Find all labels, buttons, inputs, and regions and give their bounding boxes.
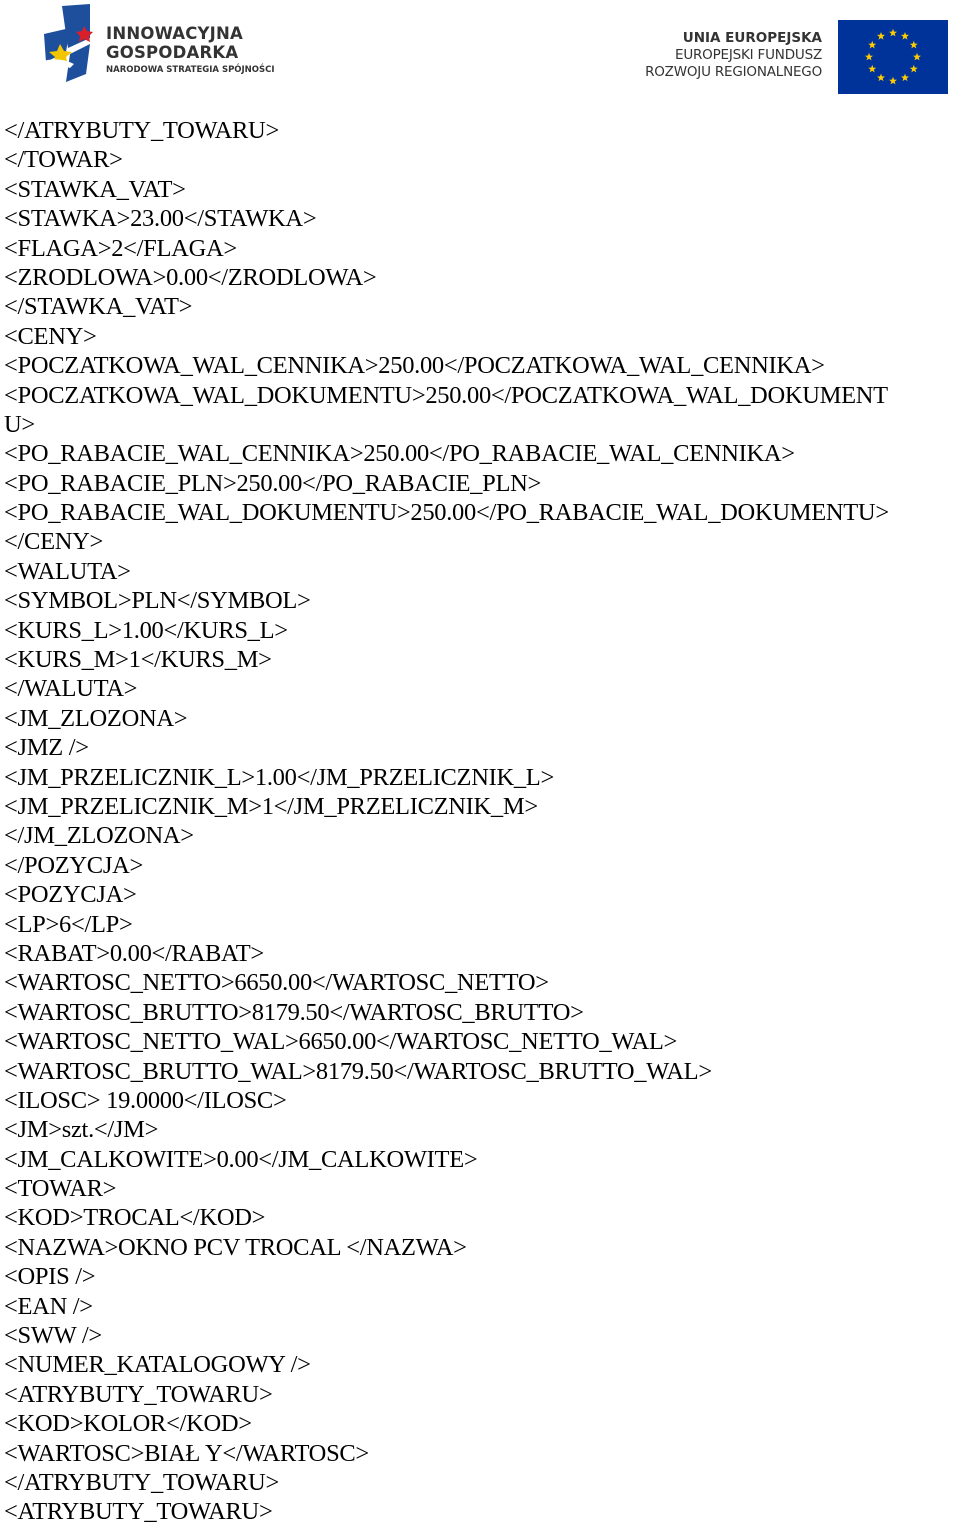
xml-line: <KOD>KOLOR</KOD> xyxy=(4,1410,252,1438)
xml-line: U> xyxy=(4,410,35,438)
page-header xyxy=(0,0,960,110)
eu-flag-icon xyxy=(838,20,948,94)
xml-line: </ATRYBUTY_TOWARU> xyxy=(4,1468,279,1496)
xml-line: <JM_PRZELICZNIK_L>1.00</JM_PRZELICZNIK_L> xyxy=(4,763,554,791)
xml-line: <JM_PRZELICZNIK_M>1</JM_PRZELICZNIK_M> xyxy=(4,792,538,820)
logo-line-gospodarka: GOSPODARKA xyxy=(106,43,239,62)
xml-line: <POCZATKOWA_WAL_CENNIKA>250.00</POCZATKOWA_WAL_CENNIKA> xyxy=(4,352,825,380)
logo-line-unia-europejska: UNIA EUROPEJSKA xyxy=(682,30,822,46)
xml-line: <WARTOSC>BIAŁ Y</WARTOSC> xyxy=(4,1439,369,1467)
xml-line: <OPIS /> xyxy=(4,1263,96,1291)
xml-line: <POZYCJA> xyxy=(4,881,137,909)
xml-line: <PO_RABACIE_WAL_CENNIKA>250.00</PO_RABACIE_WAL_CENNIKA> xyxy=(4,440,795,468)
xml-line: <FLAGA>2</FLAGA> xyxy=(4,234,237,262)
xml-line: <WARTOSC_NETTO_WAL>6650.00</WARTOSC_NETTO_WAL> xyxy=(4,1028,678,1056)
xml-line: </CENY> xyxy=(4,528,104,556)
xml-line: <WARTOSC_BRUTTO>8179.50</WARTOSC_BRUTTO> xyxy=(4,998,584,1026)
innowacyjna-gospodarka-logo xyxy=(40,4,290,84)
xml-line: <SWW /> xyxy=(4,1322,102,1350)
unia-europejska-logo xyxy=(636,20,948,96)
xml-line: </JM_ZLOZONA> xyxy=(4,822,194,850)
xml-line: </STAWKA_VAT> xyxy=(4,293,193,321)
xml-line: <KURS_L>1.00</KURS_L> xyxy=(4,616,288,644)
xml-line: <ATRYBUTY_TOWARU> xyxy=(4,1380,273,1408)
xml-line: <WALUTA> xyxy=(4,557,131,585)
xml-line: <PO_RABACIE_WAL_DOKUMENTU>250.00</PO_RABACIE_WAL_DOKUMENTU> xyxy=(4,499,889,527)
xml-line: <JM>szt.</JM> xyxy=(4,1116,159,1144)
xml-line: <JMZ /> xyxy=(4,734,89,762)
innowacyjna-gospodarka-mark-icon xyxy=(40,4,102,84)
xml-line: <STAWKA_VAT> xyxy=(4,175,186,203)
xml-line: </POZYCJA> xyxy=(4,851,143,879)
xml-line: <LP>6</LP> xyxy=(4,910,133,938)
xml-line: <WARTOSC_NETTO>6650.00</WARTOSC_NETTO> xyxy=(4,969,549,997)
xml-line: <WARTOSC_BRUTTO_WAL>8179.50</WARTOSC_BRUTTO_WAL> xyxy=(4,1057,712,1085)
xml-line: <PO_RABACIE_PLN>250.00</PO_RABACIE_PLN> xyxy=(4,469,542,497)
xml-line: <STAWKA>23.00</STAWKA> xyxy=(4,205,317,233)
xml-line: <ILOSC> 19.0000</ILOSC> xyxy=(4,1086,287,1114)
xml-line: <NAZWA>OKNO PCV TROCAL </NAZWA> xyxy=(4,1233,467,1261)
xml-line: </TOWAR> xyxy=(4,146,123,174)
logo-line-strategy: NARODOWA STRATEGIA SPÓJNOŚCI xyxy=(106,65,275,75)
xml-document-body xyxy=(4,116,956,1527)
xml-line: <POCZATKOWA_WAL_DOKUMENTU>250.00</POCZATKOWA_WAL_DOKUMENT xyxy=(4,381,888,409)
xml-line: <TOWAR> xyxy=(4,1175,117,1203)
xml-line: </WALUTA> xyxy=(4,675,138,703)
xml-line: <EAN /> xyxy=(4,1292,93,1320)
xml-line: <NUMER_KATALOGOWY /> xyxy=(4,1351,311,1379)
logo-line-rozwoju: ROZWOJU REGIONALNEGO xyxy=(645,64,822,80)
xml-line: <JM_CALKOWITE>0.00</JM_CALKOWITE> xyxy=(4,1145,478,1173)
xml-line: <RABAT>0.00</RABAT> xyxy=(4,939,264,967)
xml-line: <CENY> xyxy=(4,322,97,350)
logo-line-innowacyjna: INNOWACYJNA xyxy=(106,24,243,43)
xml-line: </ATRYBUTY_TOWARU> xyxy=(4,117,279,144)
xml-line: <JM_ZLOZONA> xyxy=(4,704,188,732)
xml-line: <KURS_M>1</KURS_M> xyxy=(4,646,272,674)
xml-line: <SYMBOL>PLN</SYMBOL> xyxy=(4,587,311,615)
logo-line-fundusz: EUROPEJSKI FUNDUSZ xyxy=(674,47,822,63)
xml-line: <KOD>TROCAL</KOD> xyxy=(4,1204,266,1232)
xml-line: <ZRODLOWA>0.00</ZRODLOWA> xyxy=(4,263,377,291)
xml-line: <ATRYBUTY_TOWARU> xyxy=(4,1498,273,1526)
